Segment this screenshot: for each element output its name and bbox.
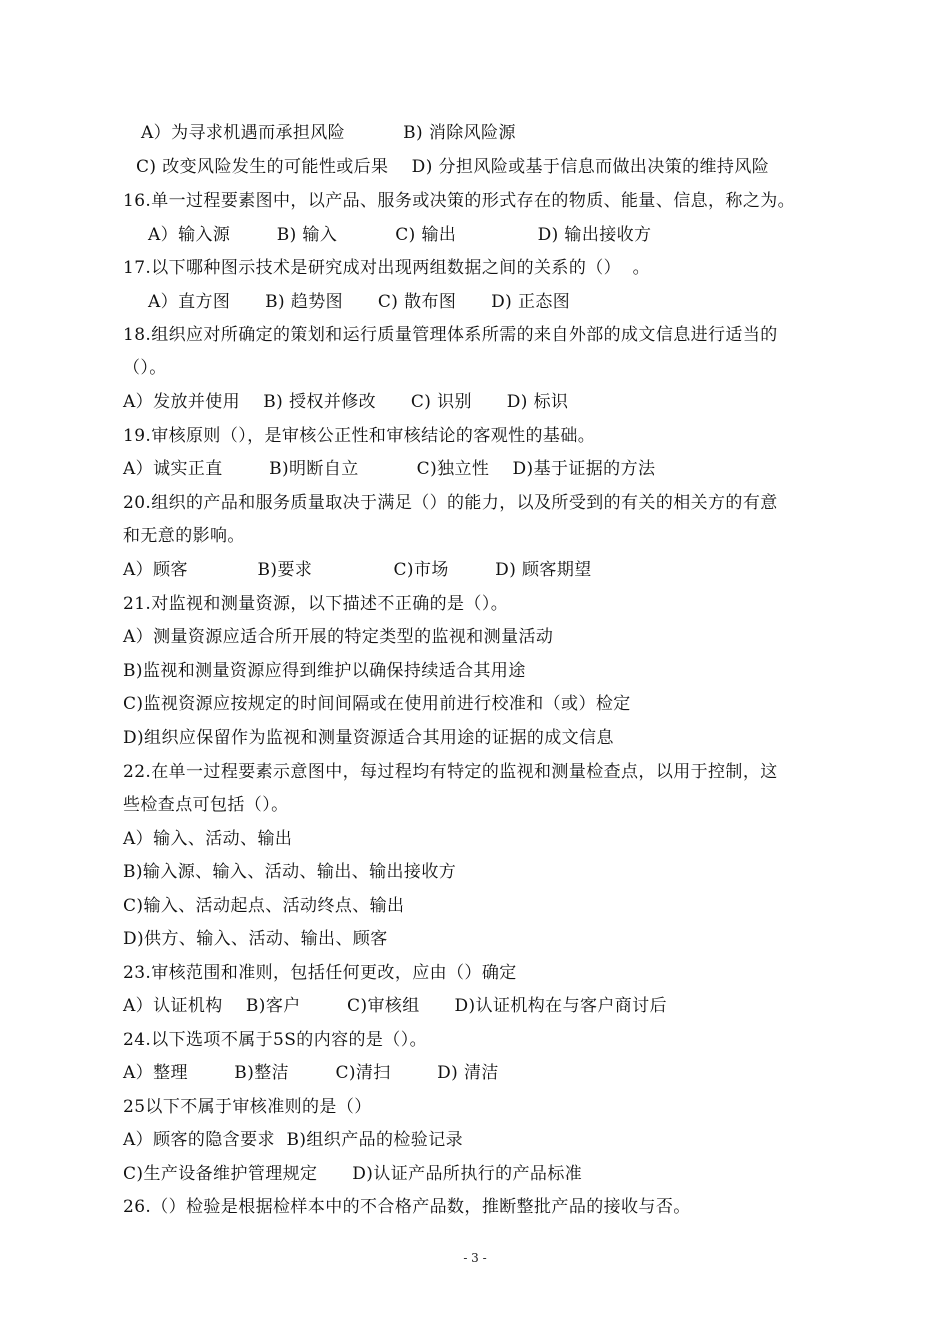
q25-options-line-1: A）顾客的隐含要求 B)组织产品的检验记录 <box>123 1130 464 1150</box>
q21-question: 21.对监视和测量资源，以下描述不正确的是（）。 <box>123 594 509 614</box>
q24-question: 24.以下选项不属于5S的内容的是（）。 <box>123 1030 427 1050</box>
q22-question-line-2: 些检查点可包括（）。 <box>123 795 289 815</box>
q18-question-line-2: （）。 <box>123 358 167 378</box>
q24-options: A）整理 B)整洁 C)清扫 D) 清洁 <box>123 1063 499 1083</box>
q16-options: A）输入源 B) 输入 C) 输出 D) 输出接收方 <box>148 225 652 245</box>
q26-question: 26.（）检验是根据检样本中的不合格产品数，推断整批产品的接收与否。 <box>123 1197 691 1217</box>
q17-options: A）直方图 B) 趋势图 C) 散布图 D) 正态图 <box>148 292 571 312</box>
q20-question-line-2: 和无意的影响。 <box>123 526 245 546</box>
q22-option-d: D)供方、输入、活动、输出、顾客 <box>123 929 388 949</box>
q22-option-a: A）输入、活动、输出 <box>123 829 293 849</box>
q22-option-c: C)输入、活动起点、活动终点、输出 <box>123 896 405 916</box>
q19-question: 19.审核原则（），是审核公正性和审核结论的客观性的基础。 <box>123 426 596 446</box>
q25-question: 25以下不属于审核准则的是（） <box>123 1097 372 1117</box>
q22-option-b: B)输入源、输入、活动、输出、输出接收方 <box>123 862 457 882</box>
q15-option-line-2: C) 改变风险发生的可能性或后果 D) 分担风险或基于信息而做出决策的维持风险 <box>136 157 770 177</box>
q18-options: A）发放并使用 B) 授权并修改 C) 识别 D) 标识 <box>123 392 569 412</box>
q25-options-line-2: C)生产设备维护管理规定 D)认证产品所执行的产品标准 <box>123 1164 583 1184</box>
q19-options: A）诚实正直 B)明断自立 C)独立性 D)基于证据的方法 <box>123 459 656 479</box>
q23-options: A）认证机构 B)客户 C)审核组 D)认证机构在与客户商讨后 <box>123 996 667 1016</box>
q20-question-line-1: 20.组织的产品和服务质量取决于满足（）的能力，以及所受到的有关的相关方的有意 <box>123 493 778 513</box>
q18-question-line-1: 18.组织应对所确定的策划和运行质量管理体系所需的来自外部的成文信息进行适当的 <box>123 325 778 345</box>
q21-option-b: B)监视和测量资源应得到维护以确保持续适合其用途 <box>123 661 526 681</box>
q21-option-c: C)监视资源应按规定的时间间隔或在使用前进行校准和（或）检定 <box>123 694 631 714</box>
q17-question: 17.以下哪种图示技术是研究成对出现两组数据之间的关系的（） 。 <box>123 258 651 278</box>
q21-option-a: A）测量资源应适合所开展的特定类型的监视和测量活动 <box>123 627 554 647</box>
page-number: - 3 - <box>463 1251 487 1265</box>
q23-question: 23.审核范围和准则，包括任何更改，应由（）确定 <box>123 963 517 983</box>
q15-option-line-1: A）为寻求机遇而承担风险 B) 消除风险源 <box>141 123 516 143</box>
q21-option-d: D)组织应保留作为监视和测量资源适合其用途的证据的成文信息 <box>123 728 614 748</box>
q20-options: A）顾客 B)要求 C)市场 D) 顾客期望 <box>123 560 592 580</box>
q22-question-line-1: 22.在单一过程要素示意图中，每过程均有特定的监视和测量检查点，以用于控制，这 <box>123 762 778 782</box>
q16-question: 16.单一过程要素图中，以产品、服务或决策的形式存在的物质、能量、信息，称之为。 <box>123 191 796 211</box>
